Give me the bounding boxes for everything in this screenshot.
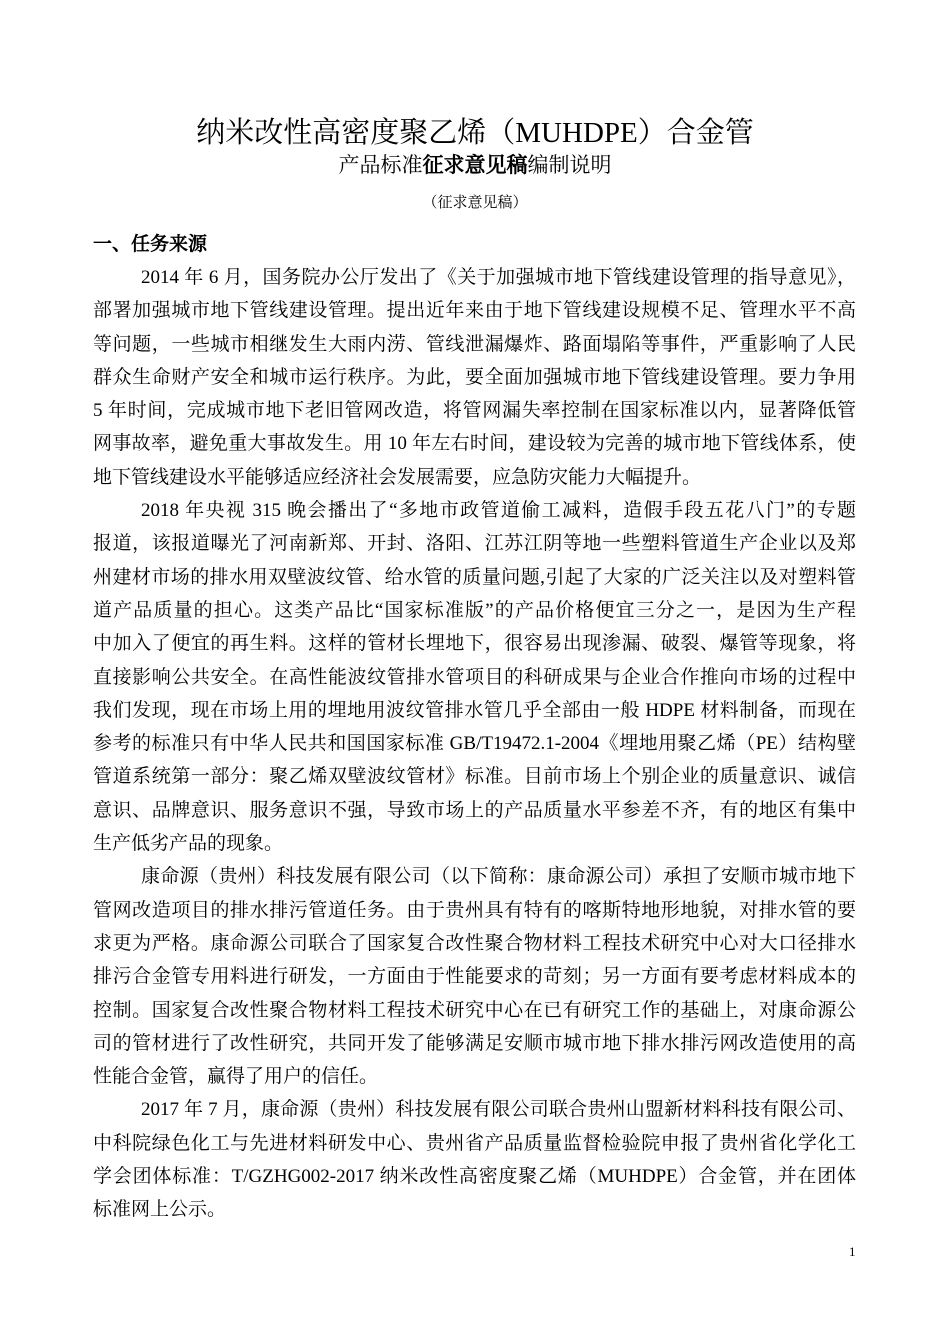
paragraph-line: 州建材市场的排水用双壁波纹管、给水管的质量问题,引起了大家的广泛关注以及对塑料管 [93,566,856,588]
paragraph-line: 中加入了便宜的再生料。这样的管材长埋地下，很容易出现渗漏、破裂、爆管等现象，将 [93,633,856,655]
paragraph-line: 2018 年央视 315 晚会播出了“多地市政管道偷工减料，造假手段五花八门”的专题 [141,500,856,522]
paragraph-line: 5 年时间，完成城市地下老旧管网改造，将管网漏失率控制在国家标准以内，显著降低管 [93,400,856,422]
draft-note: （征求意见稿） [422,195,528,211]
paragraph-line: 中科院绿色化工与先进材料研发中心、贵州省产品质量监督检验院申报了贵州省化学化工 [93,1132,856,1154]
paragraph-line: 我们发现，现在市场上用的埋地用波纹管排水管几乎全部由一般 HDPE 材料制备，而现在 [93,699,856,721]
document-subtitle [0,150,950,180]
paragraph-line: 求更为严格。康命源公司联合了国家复合改性聚合物材料工程技术研究中心对大口径排水 [93,932,856,954]
paragraph [93,1093,856,1226]
paragraph-line: 网事故率，避免重大事故发生。用 10 年左右时间，建设较为完善的城市地下管线体系，使 [93,433,856,455]
document-body [93,261,856,1227]
paragraph-line: 司的管材进行了改性研究，共同开发了能够满足安顺市城市地下排水排污网改造使用的高 [93,1032,856,1054]
paragraph-line: 性能合金管，赢得了用户的信任。 [93,1066,379,1088]
page-number: 1 [849,1244,856,1259]
paragraph-line: 管道系统第一部分：聚乙烯双壁波纹管材》标准。目前市场上个别企业的质量意识、诚信 [93,766,856,788]
document-title: 纳米改性高密度聚乙烯（MUHDPE）合金管 [196,117,754,149]
paragraph-line: 地下管线建设水平能够适应经济社会发展需要，应急防灾能力大幅提升。 [93,466,702,488]
subtitle-pre: 产品标准 [338,153,423,177]
paragraph [93,261,856,494]
paragraph-line: 学会团体标准：T/GZHG002-2017 纳米改性高密度聚乙烯（MUHDPE）合金管，并在团体 [93,1166,856,1188]
section-heading: 一、任务来源 [93,233,208,255]
paragraph-line: 2014 年 6 月，国务院办公厅发出了《关于加强城市地下管线建设管理的指导意见》， [141,267,856,288]
subtitle-post: 编制说明 [527,153,612,177]
paragraph-line: 道产品质量的担心。这类产品比“国家标准版”的产品价格便宜三分之一，是因为生产程 [93,599,856,621]
paragraph-line: 2017 年 7 月，康命源（贵州）科技发展有限公司联合贵州山盟新材料科技有限公司、 [141,1099,856,1121]
paragraph-line: 群众生命财产安全和城市运行秩序。为此，要全面加强城市地下管线建设管理。要力争用 [93,366,856,388]
paragraph-line: 生产低劣产品的现象。 [93,833,284,855]
paragraph-line: 部署加强城市地下管线建设管理。提出近年来由于地下管线建设规模不足、管理水平不高 [93,300,856,322]
paragraph-line: 参考的标准只有中华人民共和国国家标准 GB/T19472.1-2004《埋地用聚乙烯（PE）结构壁 [93,733,856,755]
paragraph-line: 等问题，一些城市相继发生大雨内涝、管线泄漏爆炸、路面塌陷等事件，严重影响了人民 [93,333,856,355]
paragraph-line: 标准网上公示。 [93,1199,227,1221]
paragraph-line: 排污合金管专用料进行研发，一方面由于性能要求的苛刻；另一方面有要考虑材料成本的 [93,966,856,988]
paragraph-line: 直接影响公共安全。在高性能波纹管排水管项目的科研成果与企业合作推向市场的过程中 [93,666,856,688]
subtitle-bold: 征求意见稿 [422,153,528,177]
paragraph-line: 康命源（贵州）科技发展有限公司（以下简称：康命源公司）承担了安顺市城市地下 [141,866,856,888]
paragraph-line: 意识、品牌意识、服务意识不强，导致市场上的产品质量水平参差不齐，有的地区有集中 [93,799,856,821]
paragraph-line: 管网改造项目的排水排污管道任务。由于贵州具有特有的喀斯特地形地貌，对排水管的要 [93,899,856,921]
paragraph [93,494,856,860]
paragraph-line: 报道，该报道曝光了河南新郑、开封、洛阳、江苏江阴等地一些塑料管道生产企业以及郑 [93,533,856,555]
paragraph [93,860,856,1093]
paragraph-line: 控制。国家复合改性聚合物材料工程技术研究中心在已有研究工作的基础上，对康命源公 [93,999,856,1021]
